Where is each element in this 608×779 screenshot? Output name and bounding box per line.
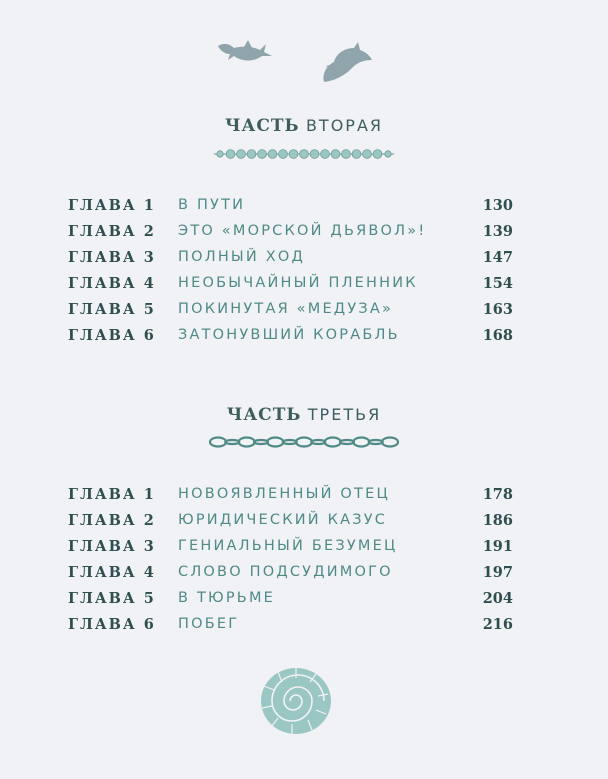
toc-row	[0, 616, 608, 640]
toc-row	[0, 223, 608, 247]
chain-ornament	[208, 432, 400, 452]
chapter-label: ГЛАВА 3	[68, 538, 156, 555]
chapter-title: НЕОБЫЧАЙНЫЙ ПЛЕННИК	[178, 275, 418, 291]
page-number: 168	[482, 327, 513, 344]
page-number: 147	[482, 249, 513, 266]
fish-left-icon	[214, 36, 274, 68]
chapter-label: ГЛАВА 5	[68, 590, 156, 607]
chapter-title: СЛОВО ПОДСУДИМОГО	[178, 564, 393, 580]
toc-row	[0, 275, 608, 299]
chain-link	[296, 438, 312, 447]
pearl-bead	[363, 150, 372, 159]
chapter-title: В ПУТИ	[178, 197, 246, 213]
page-number: 154	[482, 275, 513, 292]
chapter-label: ГЛАВА 4	[68, 564, 156, 581]
toc-row	[0, 512, 608, 536]
pearl-bead	[331, 150, 340, 159]
pearl-bead	[217, 151, 223, 157]
chain-link	[311, 440, 325, 444]
pearl-bead	[247, 150, 256, 159]
chapter-label: ГЛАВА 1	[68, 197, 156, 214]
pearl-bead	[310, 150, 319, 159]
chapter-label: ГЛАВА 4	[68, 275, 156, 292]
chapter-title: ЮРИДИЧЕСКИЙ КАЗУС	[178, 512, 388, 528]
chapter-label: ГЛАВА 2	[68, 223, 156, 240]
page-number: 216	[482, 616, 513, 633]
chapter-label: ГЛАВА 6	[68, 327, 156, 344]
chapter-label: ГЛАВА 5	[68, 301, 156, 318]
chain-link	[254, 440, 268, 444]
pearl-bead	[258, 150, 267, 159]
page-number: 139	[482, 223, 513, 240]
chapter-title: ПОКИНУТАЯ «МЕДУЗА»	[178, 301, 394, 317]
part-three-heading-word1: ЧАСТЬ	[226, 405, 302, 425]
chapter-title: ЭТО «МОРСКОЙ ДЬЯВОЛ»!	[178, 223, 427, 239]
toc-row	[0, 197, 608, 221]
chapter-label: ГЛАВА 1	[68, 486, 156, 503]
chapter-title: ГЕНИАЛЬНЫЙ БЕЗУМЕЦ	[178, 538, 398, 554]
fish-right-icon	[318, 40, 374, 86]
chain-link	[369, 440, 383, 444]
chain-link	[283, 440, 297, 444]
page-number: 186	[482, 512, 513, 529]
chapter-label: ГЛАВА 2	[68, 512, 156, 529]
pearl-bead	[385, 151, 391, 157]
pearl-bead	[352, 150, 361, 159]
toc-row	[0, 301, 608, 325]
toc-row	[0, 249, 608, 273]
pearl-bead	[279, 150, 288, 159]
chain-link	[382, 438, 398, 447]
pearl-bead	[342, 150, 351, 159]
chain-link	[267, 438, 283, 447]
page-number: 130	[482, 197, 513, 214]
chain-link	[325, 438, 341, 447]
pearl-bead	[268, 150, 277, 159]
chain-link	[340, 440, 354, 444]
page-number: 163	[482, 301, 513, 318]
pearl-bead	[289, 150, 298, 159]
part-two-heading-word2: ВТОРАЯ	[305, 116, 384, 135]
pearl-bead	[373, 150, 382, 159]
chapter-title: ЗАТОНУВШИЙ КОРАБЛЬ	[178, 327, 400, 343]
toc-row	[0, 538, 608, 562]
chain-link	[239, 438, 255, 447]
part-three-heading	[0, 405, 608, 425]
part-two-heading	[0, 116, 608, 136]
ammonite-shell-icon	[256, 664, 336, 738]
pearl-bead	[237, 150, 246, 159]
page-number: 197	[482, 564, 513, 581]
toc-row	[0, 486, 608, 510]
chapter-title: ПОБЕГ	[178, 616, 240, 632]
pearl-string-ornament	[212, 144, 396, 164]
pearl-bead	[321, 150, 330, 159]
page-number: 191	[482, 538, 513, 555]
chain-link	[353, 438, 369, 447]
toc-row	[0, 564, 608, 588]
part-three-heading-word2: ТРЕТЬЯ	[307, 405, 382, 424]
chain-link	[210, 438, 226, 447]
part-two-heading-word1: ЧАСТЬ	[224, 116, 300, 136]
pearl-bead	[300, 150, 309, 159]
chapter-title: В ТЮРЬМЕ	[178, 590, 276, 606]
chapter-label: ГЛАВА 6	[68, 616, 156, 633]
chain-link	[225, 440, 239, 444]
toc-row	[0, 327, 608, 351]
chapter-label: ГЛАВА 3	[68, 249, 156, 266]
page-number: 178	[482, 486, 513, 503]
chapter-title: НОВОЯВЛЕННЫЙ ОТЕЦ	[178, 486, 390, 502]
chapter-title: ПОЛНЫЙ ХОД	[178, 249, 306, 265]
toc-row	[0, 590, 608, 614]
pearl-bead	[226, 150, 235, 159]
page-number: 204	[482, 590, 513, 607]
